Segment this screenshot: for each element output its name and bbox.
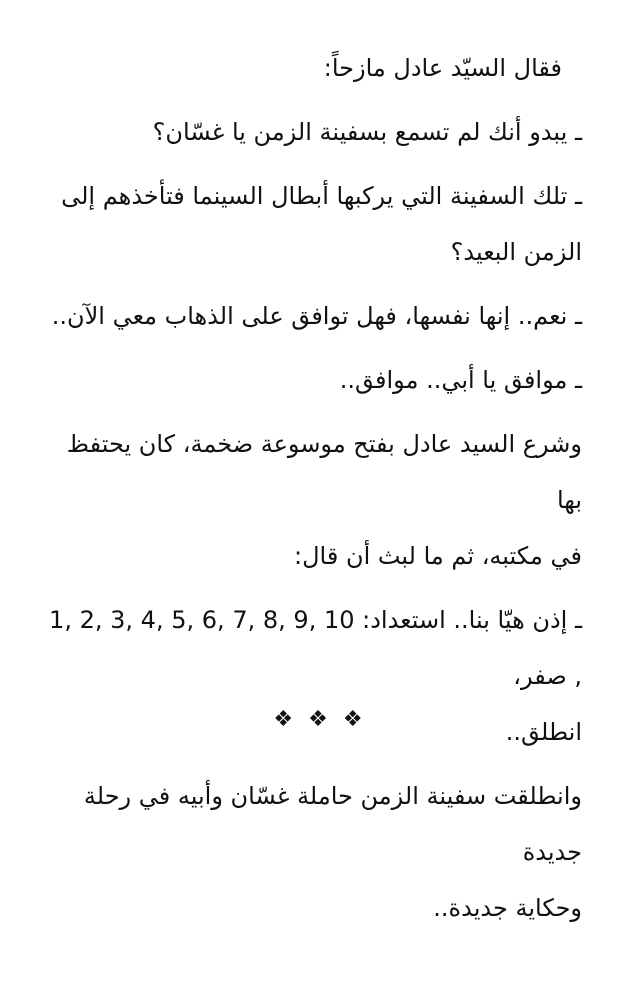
line: ـ يبدو أنك لم تسمع بسفينة الزمن يا غسّان؟ bbox=[152, 118, 582, 146]
paragraph-4 bbox=[38, 288, 590, 344]
section-divider-ornament: ❖ ❖ ❖ bbox=[273, 707, 367, 732]
paragraph-5 bbox=[38, 352, 590, 408]
line: انطلق.. bbox=[505, 718, 582, 746]
line: في مكتبه، ثم ما لبث أن قال: bbox=[294, 542, 582, 570]
line: ـ نعم.. إنها نفسها، فهل توافق على الذهاب معي الآن.. bbox=[51, 302, 582, 330]
line: ـ إذن هيّا بنا.. استعداد: 10 ,9 ,8 ,7 ,6 ,5 ,4 ,3 ,2 ,1 , صفر، bbox=[49, 606, 582, 690]
paragraph-3 bbox=[38, 168, 590, 280]
line: وانطلقت سفينة الزمن حاملة غسّان وأبيه في رحلة جديدة bbox=[83, 782, 582, 866]
line: ـ تلك السفينة التي يركبها أبطال السينما فتأخذهم إلى bbox=[61, 182, 582, 210]
line: الزمن البعيد؟ bbox=[450, 238, 582, 266]
paragraph-1 bbox=[38, 40, 590, 96]
line: ـ موافق يا أبي.. موافق.. bbox=[339, 366, 582, 394]
line: فقال السيّد عادل مازحاً: bbox=[323, 54, 562, 82]
page-text bbox=[38, 40, 590, 936]
paragraph-2 bbox=[38, 104, 590, 160]
line: وحكاية جديدة.. bbox=[433, 894, 582, 922]
paragraph-8 bbox=[38, 768, 590, 936]
paragraph-6 bbox=[38, 416, 590, 584]
line: وشرع السيد عادل بفتح موسوعة ضخمة، كان يحتفظ بها bbox=[66, 430, 582, 514]
